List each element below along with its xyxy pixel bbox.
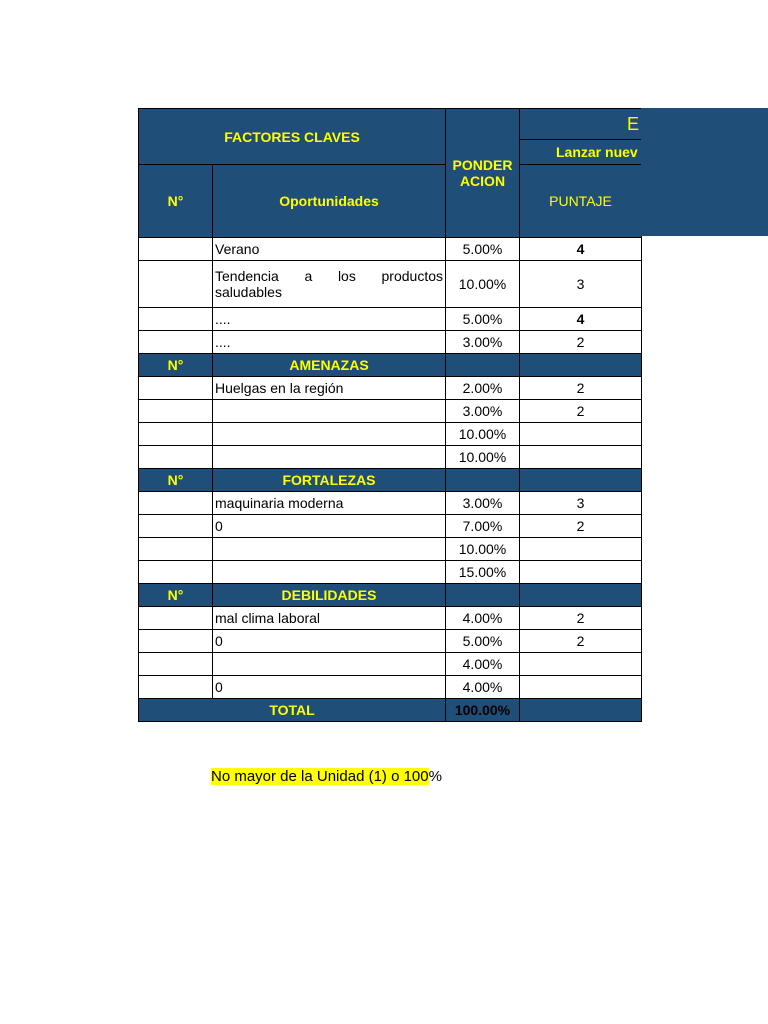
section-header-amenazas [139, 354, 642, 377]
factor-name: Huelgas en la región [213, 377, 446, 400]
section-num: N° [139, 469, 213, 492]
num-cell [139, 446, 213, 469]
table-row [139, 492, 642, 515]
section-title: AMENAZAS [213, 354, 446, 377]
puntaje-cell: 2 [520, 515, 642, 538]
puntaje-header: PUNTAJE [520, 165, 642, 238]
num-cell [139, 331, 213, 354]
weight-note-highlight: No mayor de la Unidad (1) o 100 [211, 768, 429, 785]
table-row [139, 308, 642, 331]
num-cell [139, 676, 213, 699]
ponderacion-cell: 4.00% [446, 676, 520, 699]
ponderacion-cell: 10.00% [446, 261, 520, 308]
factor-name: .... [213, 308, 446, 331]
num-cell [139, 515, 213, 538]
puntaje-cell [520, 676, 642, 699]
weight-note-suffix: % [428, 768, 442, 785]
factor-name [213, 400, 446, 423]
table-row [139, 607, 642, 630]
ponderacion-cell: 5.00% [446, 308, 520, 331]
table-row [139, 538, 642, 561]
ponderacion-cell: 3.00% [446, 492, 520, 515]
num-cell [139, 630, 213, 653]
table-row [139, 261, 642, 308]
puntaje-cell: 2 [520, 331, 642, 354]
num-cell [139, 423, 213, 446]
num-cell [139, 538, 213, 561]
section-header-debilidades [139, 584, 642, 607]
ponderacion-cell: 10.00% [446, 423, 520, 446]
puntaje-cell: 4 [520, 308, 642, 331]
ponderacion-header: PONDER ACION [446, 109, 520, 238]
factor-name [213, 653, 446, 676]
num-cell [139, 561, 213, 584]
section-title: FORTALEZAS [213, 469, 446, 492]
ponderacion-cell: 3.00% [446, 400, 520, 423]
factor-name: 0 [213, 676, 446, 699]
table-row [139, 238, 642, 261]
header-overflow-block [641, 108, 768, 236]
puntaje-cell: 3 [520, 261, 642, 308]
factor-name: .... [213, 331, 446, 354]
num-cell [139, 377, 213, 400]
total-pct: 100.00% [446, 699, 520, 722]
puntaje-cell: 3 [520, 492, 642, 515]
weight-note [211, 764, 442, 790]
factor-name: 0 [213, 630, 446, 653]
factor-name: Verano [213, 238, 446, 261]
puntaje-cell: 2 [520, 400, 642, 423]
ponderacion-cell: 5.00% [446, 630, 520, 653]
table-row [139, 515, 642, 538]
total-row [139, 699, 642, 722]
ponderacion-cell: 15.00% [446, 561, 520, 584]
section-num: N° [139, 354, 213, 377]
matrix-table [138, 108, 642, 722]
puntaje-cell: 4 [520, 238, 642, 261]
num-cell [139, 308, 213, 331]
table-row [139, 676, 642, 699]
puntaje-cell: 2 [520, 377, 642, 400]
table-row [139, 630, 642, 653]
factor-name: Tendencia a los productos saludables [213, 261, 446, 308]
table-row [139, 377, 642, 400]
puntaje-cell [520, 561, 642, 584]
puntaje-cell [520, 446, 642, 469]
ponderacion-cell: 2.00% [446, 377, 520, 400]
ponderacion-cell: 10.00% [446, 446, 520, 469]
num-header: N° [139, 165, 213, 238]
factor-name [213, 423, 446, 446]
num-cell [139, 261, 213, 308]
factor-name [213, 538, 446, 561]
puntaje-cell [520, 653, 642, 676]
table-row [139, 423, 642, 446]
num-cell [139, 400, 213, 423]
ponderacion-cell: 4.00% [446, 653, 520, 676]
table-row [139, 400, 642, 423]
num-cell [139, 238, 213, 261]
ponderacion-cell: 3.00% [446, 331, 520, 354]
ponderacion-cell: 7.00% [446, 515, 520, 538]
section-header-fortalezas [139, 469, 642, 492]
factor-name: maquinaria moderna [213, 492, 446, 515]
puntaje-cell: 2 [520, 607, 642, 630]
ponderacion-cell: 4.00% [446, 607, 520, 630]
lanzar-header: Lanzar nuev [520, 140, 642, 165]
section-title: DEBILIDADES [213, 584, 446, 607]
table-row [139, 561, 642, 584]
table-row [139, 446, 642, 469]
puntaje-cell [520, 538, 642, 561]
header-top-fragment: E [520, 109, 642, 140]
table-row [139, 331, 642, 354]
total-label: TOTAL [139, 699, 446, 722]
num-cell [139, 492, 213, 515]
puntaje-cell: 2 [520, 630, 642, 653]
ponderacion-cell: 5.00% [446, 238, 520, 261]
section-num: N° [139, 584, 213, 607]
oportunidades-header: Oportunidades [213, 165, 446, 238]
ponderacion-cell: 10.00% [446, 538, 520, 561]
factor-name: 0 [213, 515, 446, 538]
puntaje-cell [520, 423, 642, 446]
factor-name [213, 561, 446, 584]
num-cell [139, 653, 213, 676]
factor-name [213, 446, 446, 469]
num-cell [139, 607, 213, 630]
table-row [139, 653, 642, 676]
factores-claves-header: FACTORES CLAVES [139, 109, 446, 165]
factor-name: mal clima laboral [213, 607, 446, 630]
